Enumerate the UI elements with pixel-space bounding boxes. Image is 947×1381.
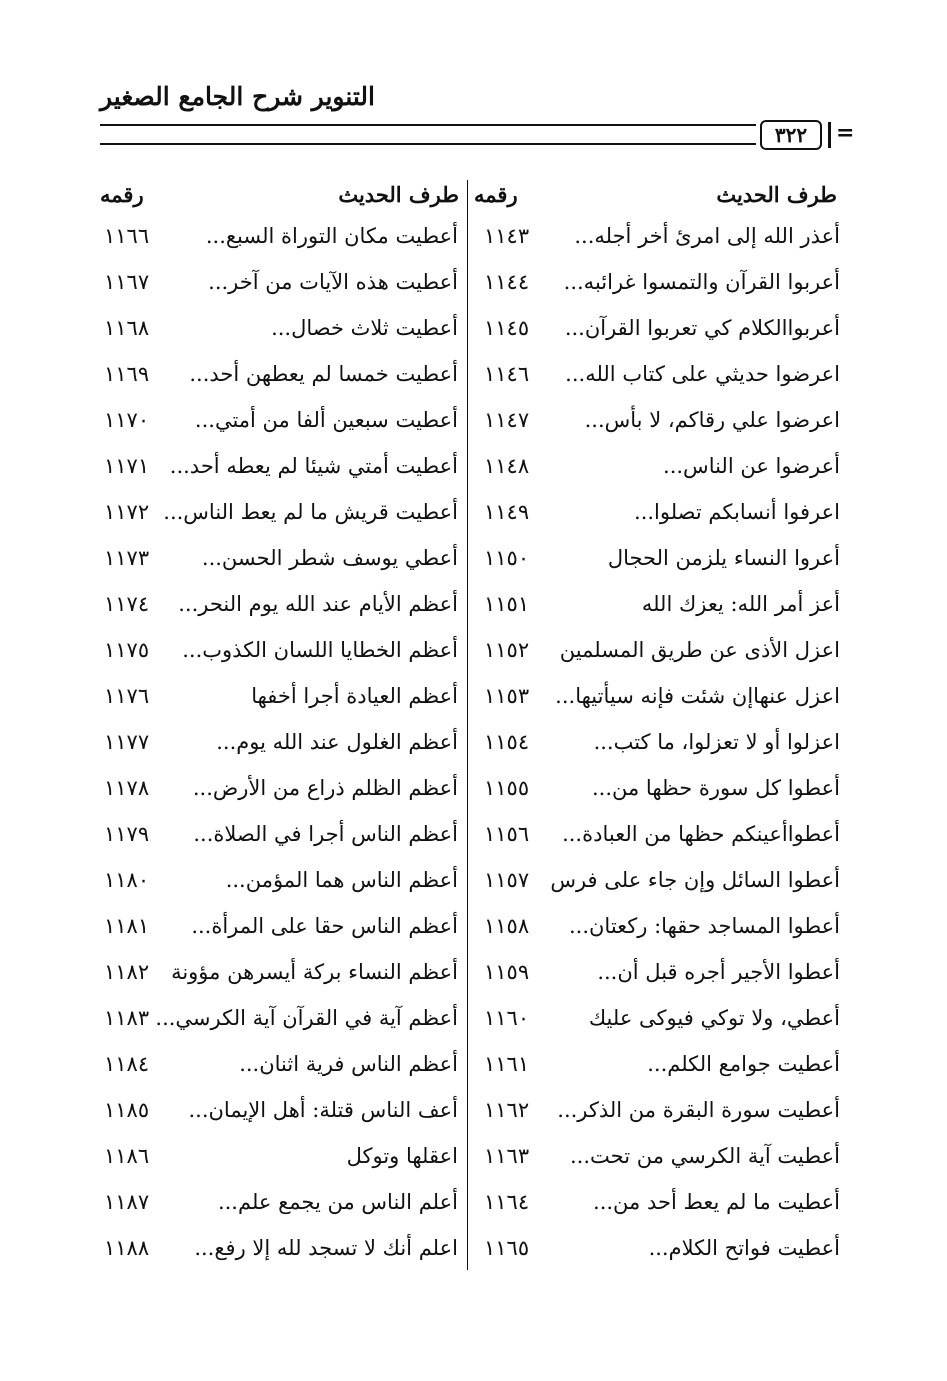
hadith-number-left: ١١٧١ <box>104 454 150 478</box>
hadith-number-left: ١١٨١ <box>104 914 150 938</box>
hadith-text-left: اعلم أنك لا تسجد لله إلا رفع... <box>194 1236 458 1260</box>
hadith-number-right: ١١٥٨ <box>484 914 530 938</box>
table-row <box>100 816 840 862</box>
hadith-text-left: أعطيت هذه الآيات من آخر... <box>208 270 458 294</box>
hadith-number-left: ١١٧٠ <box>104 408 150 432</box>
running-header-title: التنوير شرح الجامع الصغير <box>100 82 375 111</box>
table-row <box>100 448 840 494</box>
table-row <box>100 862 840 908</box>
table-row <box>100 1046 840 1092</box>
hadith-text-left: أعطيت سبعين ألفا من أمتي... <box>194 408 458 432</box>
hadith-number-right: ١١٦٢ <box>484 1098 530 1122</box>
hadith-text-left: أعظم النساء بركة أيسرهن مؤونة <box>171 960 458 984</box>
hadith-text-right: اعرضوا علي رقاكم، لا بأس... <box>584 408 840 432</box>
hadith-text-right: أعطيت فواتح الكلام... <box>648 1236 840 1260</box>
hadith-text-left: أعظم العيادة أجرا أخفها <box>251 684 458 708</box>
table-row <box>100 1184 840 1230</box>
hadith-number-left: ١١٦٦ <box>104 224 150 248</box>
hadith-text-right: أعز أمر الله: يعزك الله <box>641 592 840 616</box>
hadith-text-right: اعزلوا أو لا تعزلوا، ما كتب... <box>593 730 840 754</box>
page-number: ٣٢٢ <box>774 123 808 147</box>
header-rule-bottom <box>100 143 756 145</box>
hadith-number-right: ١١٤٦ <box>484 362 530 386</box>
hadith-number-right: ١١٤٩ <box>484 500 530 524</box>
hadith-number-right: ١١٥٢ <box>484 638 530 662</box>
hadith-text-left: اعقلها وتوكل <box>346 1144 458 1168</box>
hadith-number-left: ١١٨٦ <box>104 1144 150 1168</box>
hadith-text-right: أعذر الله إلى امرئ أخر أجله... <box>574 224 840 248</box>
hadith-text-right: أعطيت ما لم يعط أحد من... <box>593 1190 840 1214</box>
page-number-box <box>760 120 822 150</box>
hadith-text-left: أعظم الخطايا اللسان الكذوب... <box>182 638 458 662</box>
table-row <box>100 954 840 1000</box>
table-row <box>100 770 840 816</box>
hadith-text-right: أعروا النساء يلزمن الحجال <box>607 546 840 570</box>
hadith-text-left: أعظم الناس هما المؤمن... <box>225 868 458 892</box>
hadith-text-right: أعرضوا عن الناس... <box>663 454 840 478</box>
hadith-text-right: اعزل الأذى عن طريق المسلمين <box>559 638 840 662</box>
table-row <box>100 908 840 954</box>
hadith-text-left: أعظم الناس فرية اثنان... <box>239 1052 458 1076</box>
hadith-number-left: ١١٨٧ <box>104 1190 150 1214</box>
hadith-text-right: اعزل عنهاإن شئت فإنه سيأتيها... <box>555 684 840 708</box>
table-row <box>100 632 840 678</box>
hadith-number-left: ١١٨٨ <box>104 1236 150 1260</box>
hadith-text-left: أعلم الناس من يجمع علم... <box>217 1190 458 1214</box>
hadith-number-right: ١١٥٣ <box>484 684 530 708</box>
column-header-number-left: رقمه <box>100 182 144 207</box>
page-number-mark: = <box>836 120 855 146</box>
column-header-number-right: رقمه <box>474 182 518 207</box>
hadith-number-right: ١١٤٥ <box>484 316 530 340</box>
table-row <box>100 264 840 310</box>
hadith-number-right: ١١٥٦ <box>484 822 530 846</box>
hadith-text-right: أعطيت سورة البقرة من الذكر... <box>557 1098 840 1122</box>
hadith-number-right: ١١٤٤ <box>484 270 530 294</box>
table-row <box>100 586 840 632</box>
hadith-number-left: ١١٧٣ <box>104 546 150 570</box>
hadith-text-right: أعطوا المساجد حقها: ركعتان... <box>568 914 840 938</box>
hadith-number-left: ١١٧٦ <box>104 684 150 708</box>
hadith-number-right: ١١٦٥ <box>484 1236 530 1260</box>
hadith-text-right: أعطيت جوامع الكلم... <box>647 1052 840 1076</box>
hadith-text-right: أعربوا القرآن والتمسوا غرائبه... <box>563 270 840 294</box>
hadith-text-left: أعطي يوسف شطر الحسن... <box>201 546 458 570</box>
hadith-text-left: أعف الناس قتلة: أهل الإيمان... <box>188 1098 458 1122</box>
hadith-number-left: ١١٦٩ <box>104 362 150 386</box>
hadith-text-right: أعطوا الأجير أجره قبل أن... <box>597 960 840 984</box>
hadith-text-left: أعظم آية في القرآن آية الكرسي... <box>155 1006 458 1030</box>
hadith-text-left: أعطيت ثلاث خصال... <box>271 316 458 340</box>
hadith-number-left: ١١٨٤ <box>104 1052 150 1076</box>
hadith-number-right: ١١٦٤ <box>484 1190 530 1214</box>
hadith-number-left: ١١٧٤ <box>104 592 150 616</box>
table-row <box>100 310 840 356</box>
hadith-text-right: أعطوا كل سورة حظها من... <box>591 776 840 800</box>
hadith-text-left: أعطيت مكان التوراة السبع... <box>205 224 458 248</box>
hadith-number-right: ١١٥٤ <box>484 730 530 754</box>
hadith-number-left: ١١٧٢ <box>104 500 150 524</box>
hadith-text-left: أعطيت أمتي شيئا لم يعطه أحد... <box>169 454 458 478</box>
table-row <box>100 724 840 770</box>
hadith-number-right: ١١٤٧ <box>484 408 530 432</box>
hadith-text-right: أعطيت آية الكرسي من تحت... <box>570 1144 840 1168</box>
hadith-number-left: ١١٦٧ <box>104 270 150 294</box>
table-row <box>100 402 840 448</box>
hadith-number-left: ١١٨٠ <box>104 868 150 892</box>
hadith-index-table <box>100 218 840 1276</box>
hadith-number-right: ١١٥٧ <box>484 868 530 892</box>
hadith-text-right: أعطي، ولا توكي فيوكى عليك <box>588 1006 840 1030</box>
hadith-text-left: أعظم الناس حقا على المرأة... <box>191 914 458 938</box>
hadith-text-left: أعظم الناس أجرا في الصلاة... <box>193 822 458 846</box>
hadith-number-right: ١١٥٠ <box>484 546 530 570</box>
hadith-text-right: أعربواالكلام كي تعربوا القرآن... <box>564 316 840 340</box>
hadith-number-left: ١١٧٧ <box>104 730 150 754</box>
hadith-number-left: ١١٨٣ <box>104 1006 150 1030</box>
hadith-number-right: ١١٥٩ <box>484 960 530 984</box>
hadith-number-right: ١١٦١ <box>484 1052 530 1076</box>
table-row <box>100 540 840 586</box>
hadith-text-left: أعظم الغلول عند الله يوم... <box>216 730 458 754</box>
hadith-text-left: أعطيت قريش ما لم يعط الناس... <box>163 500 458 524</box>
header-rule-top <box>100 124 756 126</box>
hadith-text-right: اعرفوا أنسابكم تصلوا... <box>634 500 840 524</box>
hadith-number-left: ١١٦٨ <box>104 316 150 340</box>
hadith-number-right: ١١٥٥ <box>484 776 530 800</box>
hadith-text-left: أعظم الأيام عند الله يوم النحر... <box>178 592 458 616</box>
hadith-text-left: أعظم الظلم ذراع من الأرض... <box>192 776 458 800</box>
hadith-number-right: ١١٤٨ <box>484 454 530 478</box>
hadith-number-right: ١١٦٣ <box>484 1144 530 1168</box>
page-number-bar <box>828 122 831 148</box>
table-row <box>100 1230 840 1276</box>
table-row <box>100 218 840 264</box>
column-header-hadith-right: طرف الحديث <box>716 182 837 207</box>
table-row <box>100 1138 840 1184</box>
table-row <box>100 356 840 402</box>
hadith-text-left: أعطيت خمسا لم يعطهن أحد... <box>189 362 458 386</box>
hadith-text-right: أعطواأعينكم حظها من العبادة... <box>562 822 840 846</box>
column-header-hadith-left: طرف الحديث <box>338 182 459 207</box>
hadith-text-right: اعرضوا حديثي على كتاب الله... <box>565 362 840 386</box>
hadith-number-left: ١١٨٥ <box>104 1098 150 1122</box>
table-row <box>100 1000 840 1046</box>
hadith-number-right: ١١٦٠ <box>484 1006 530 1030</box>
hadith-number-right: ١١٤٣ <box>484 224 530 248</box>
hadith-number-right: ١١٥١ <box>484 592 530 616</box>
table-row <box>100 494 840 540</box>
table-row <box>100 678 840 724</box>
table-row <box>100 1092 840 1138</box>
hadith-text-right: أعطوا السائل وإن جاء على فرس <box>550 868 840 892</box>
hadith-number-left: ١١٨٢ <box>104 960 150 984</box>
hadith-number-left: ١١٧٩ <box>104 822 150 846</box>
hadith-number-left: ١١٧٨ <box>104 776 150 800</box>
hadith-number-left: ١١٧٥ <box>104 638 150 662</box>
